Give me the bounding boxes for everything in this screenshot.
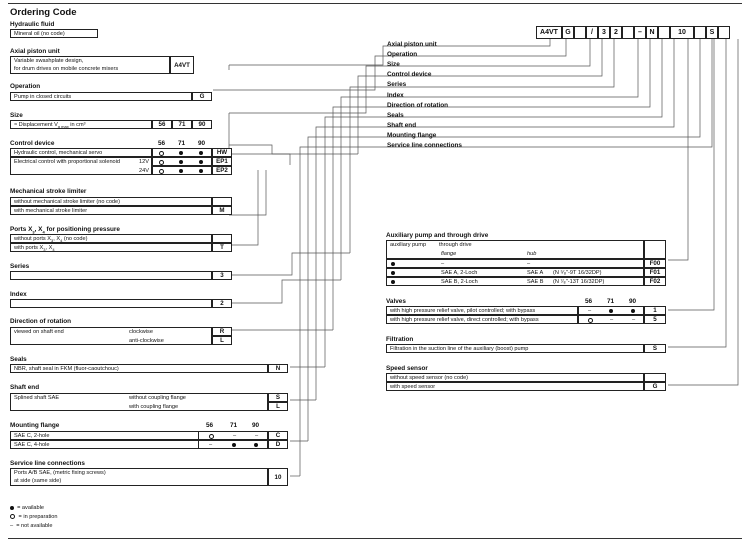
- flange-row1-text: SAE C, 2-hole: [14, 433, 50, 439]
- control-row2-text: Electrical control with proportional solenoid: [14, 159, 121, 165]
- aux-header-code: [644, 240, 666, 259]
- valves-col-90: 90: [629, 298, 637, 305]
- mech-limiter-title: Mechanical stroke limiter: [10, 188, 87, 195]
- size-90: 90: [192, 120, 212, 129]
- aux-f01-hub: SAE A: [527, 270, 544, 276]
- size-box: [10, 120, 152, 129]
- valves-row1: [386, 306, 578, 315]
- index-title: Index: [10, 291, 27, 298]
- aux-code-f00: F00: [644, 259, 666, 268]
- filtration-code: S: [644, 344, 666, 353]
- bottom-rule: [8, 538, 742, 539]
- legend-preparation: = in preparation: [10, 514, 58, 520]
- ports-row2: [10, 243, 212, 252]
- mech-limiter-row1-text: without mechanical stroke limiter (no code): [14, 199, 121, 205]
- dot-icon: [391, 280, 395, 284]
- control-row2a-marks: [152, 157, 212, 166]
- aux-header-flange: flange: [441, 251, 457, 257]
- right-label: Operation: [387, 51, 418, 59]
- dot-icon: [391, 271, 395, 275]
- seals-code: N: [268, 364, 288, 373]
- aux-row-f00: [386, 259, 644, 268]
- speed-sensor-row1-text: without speed sensor (no code): [390, 375, 469, 381]
- dot-icon: [179, 151, 183, 155]
- aux-f01-flange: SAE A, 2-Loch: [441, 270, 478, 276]
- hydraulic-fluid-text: Mineral oil (no code): [14, 31, 65, 37]
- dash-mark: –: [610, 317, 614, 323]
- code-cell: 2: [610, 26, 622, 39]
- right-label: Service line connections: [387, 142, 462, 149]
- hydraulic-fluid-title: Hydraulic fluid: [10, 21, 55, 28]
- shaft-end-r1: without coupling flange: [129, 395, 186, 401]
- aux-f02-hub: SAE B: [527, 279, 544, 285]
- aux-row-f02: [386, 277, 644, 286]
- right-label: Direction of rotation: [387, 101, 449, 109]
- seals-box: [10, 364, 268, 373]
- axial-piston-unit-title: Axial piston unit: [10, 48, 60, 55]
- mounting-flange-title: Mounting flange: [10, 422, 60, 429]
- code-cell: 3: [598, 26, 610, 39]
- right-label: Series: [387, 81, 407, 89]
- aux-f00-flange: –: [441, 261, 445, 267]
- service-line-line1: Ports A/B SAE, (metric fixing screws): [14, 470, 106, 476]
- control-code-ep1: EP1: [212, 157, 232, 166]
- operation-box: [10, 92, 192, 101]
- control-row1-marks: [152, 148, 212, 157]
- control-row1-text: Hydraulic control, mechanical servo: [14, 150, 103, 156]
- size-56: 56: [152, 120, 172, 129]
- code-cell: A4VT: [536, 26, 562, 39]
- aux-header-pump: auxiliary pump: [390, 242, 427, 248]
- service-line-code: 10: [268, 468, 288, 486]
- mech-limiter-code: M: [212, 206, 232, 215]
- operation-title: Operation: [10, 83, 41, 90]
- page-title: Ordering Code: [10, 7, 77, 18]
- dash-mark: –: [255, 433, 259, 439]
- dot-icon: [10, 506, 14, 510]
- speed-sensor-row2-text: with speed sensor: [390, 384, 436, 390]
- aux-row-f01: [386, 268, 644, 277]
- valves-row2: [386, 315, 578, 324]
- right-label: Size: [387, 61, 400, 69]
- index-code: 2: [212, 299, 232, 308]
- shaft-end-r2: with coupling flange: [129, 404, 179, 410]
- dash-mark: –: [632, 317, 636, 323]
- circle-icon: [10, 514, 15, 519]
- ports-title: Ports $X_3$, $X_4$ for positioning pressure: [10, 226, 120, 235]
- valves-row1-text: with high pressure relief valve, pilot controlled; with bypass: [390, 308, 536, 314]
- aux-header-drive: through drive: [439, 242, 472, 248]
- rotation-code-l: L: [212, 336, 232, 345]
- rotation-anticlockwise: anti-clockwise: [129, 338, 164, 344]
- mech-limiter-row2: [10, 206, 212, 215]
- shaft-end-code-l: L: [268, 402, 288, 411]
- axial-piston-code: A4VT: [170, 56, 194, 74]
- right-label: Control device: [387, 71, 432, 79]
- size-71: 71: [172, 120, 192, 129]
- aux-code-f02: F02: [644, 277, 666, 286]
- dot-icon: [254, 443, 258, 447]
- valves-col-56: 56: [585, 298, 593, 305]
- shaft-end-box: [10, 393, 268, 411]
- series-title: Series: [10, 263, 30, 270]
- speed-sensor-code: G: [644, 382, 666, 391]
- operation-code: G: [192, 92, 212, 101]
- aux-pump-title: Auxiliary pump and through drive: [386, 232, 489, 239]
- service-line-line2: at side (same side): [14, 478, 62, 484]
- speed-sensor-row2: [386, 382, 644, 391]
- right-label: Seals: [387, 111, 404, 119]
- flange-col-90: 90: [252, 422, 260, 429]
- axial-piston-line1: Variable swashplate design,: [14, 58, 84, 64]
- aux-pump-header: [386, 240, 644, 259]
- ports-empty: [212, 234, 232, 243]
- control-code-hw: HW: [212, 148, 232, 157]
- shaft-end-text: Splined shaft SAE: [14, 395, 60, 401]
- dot-icon: [199, 160, 203, 164]
- valves-code-5: 5: [644, 315, 666, 324]
- right-label: Shaft end: [387, 121, 417, 129]
- circle-icon: [159, 160, 164, 165]
- dot-icon: [631, 309, 635, 313]
- code-cell: N: [646, 26, 658, 39]
- code-cell: 10: [670, 26, 694, 39]
- circle-icon: [209, 434, 214, 439]
- flange-row1: [10, 431, 208, 440]
- speed-sensor-empty: [644, 373, 666, 382]
- filtration-box: [386, 344, 644, 353]
- hydraulic-fluid-box: [10, 29, 98, 38]
- ports-code: T: [212, 243, 232, 252]
- rotation-code-r: R: [212, 327, 232, 336]
- rotation-box: [10, 327, 212, 345]
- aux-code-f01: F01: [644, 268, 666, 277]
- flange-row2-text: SAE C, 4-hole: [14, 442, 50, 448]
- axial-piston-unit-box: [10, 56, 170, 74]
- dot-icon: [391, 262, 395, 266]
- filtration-title: Filtration: [386, 336, 414, 343]
- flange-col-71: 71: [230, 422, 238, 429]
- dash-mark: –: [209, 442, 213, 448]
- flange-row2: [10, 440, 208, 449]
- code-cell: S: [706, 26, 718, 39]
- dot-icon: [609, 309, 613, 313]
- code-cell: G: [562, 26, 574, 39]
- flange-col-56: 56: [206, 422, 214, 429]
- size-text: ≈ Displacement $V_{g max}$ in cm³: [14, 122, 86, 130]
- valves-row2-text: with high pressure relief valve, direct controlled; with bypass: [390, 317, 539, 323]
- control-24v: 24V: [139, 168, 149, 174]
- size-title: Size: [10, 112, 23, 119]
- control-col-90: 90: [198, 140, 206, 147]
- dash-mark: –: [588, 308, 592, 314]
- valves-col-71: 71: [607, 298, 615, 305]
- dot-icon: [199, 151, 203, 155]
- aux-f01-thread: (N ⁵⁄₈"-9T 16/32DP): [553, 270, 602, 276]
- shaft-end-title: Shaft end: [10, 384, 40, 391]
- control-col-56: 56: [158, 140, 166, 147]
- code-cell: –: [634, 26, 646, 39]
- valves-row2-marks: [578, 315, 644, 324]
- dot-icon: [179, 160, 183, 164]
- rotation-title: Direction of rotation: [10, 318, 72, 325]
- operation-text: Pump in closed circuits: [14, 94, 72, 100]
- dot-icon: [232, 443, 236, 447]
- right-label: Index: [387, 91, 404, 99]
- legend-not-available: – = not available: [10, 523, 53, 529]
- control-row2b-marks: [152, 166, 212, 175]
- speed-sensor-row1: [386, 373, 644, 382]
- control-col-71: 71: [178, 140, 186, 147]
- dash-mark: –: [233, 433, 237, 439]
- seals-text: NBR, shaft seal in FKM (fluor-caoutchouc): [14, 366, 119, 372]
- circle-icon: [159, 151, 164, 156]
- aux-header-hub: hub: [527, 251, 537, 257]
- circle-icon: [159, 169, 164, 174]
- valves-code-1: 1: [644, 306, 666, 315]
- flange-code-c: C: [268, 431, 288, 440]
- series-code: 3: [212, 271, 232, 280]
- flange-row1-marks: [198, 431, 268, 440]
- aux-f00-hub: –: [527, 261, 531, 267]
- ports-row2-text: with ports $X_3$, $X_4$: [14, 245, 55, 253]
- control-12v: 12V: [139, 159, 149, 165]
- axial-piston-line2: for drum drives on mobile concrete mixers: [14, 66, 119, 72]
- ports-row1-text: without ports $X_3$, $X_4$ (no code): [14, 236, 88, 244]
- flange-code-d: D: [268, 440, 288, 449]
- speed-sensor-title: Speed sensor: [386, 365, 428, 372]
- mech-limiter-row2-text: with mechanical stroke limiter: [14, 208, 88, 214]
- shaft-end-code-s: S: [268, 393, 288, 402]
- index-box: [10, 299, 212, 308]
- flange-row2-marks: [198, 440, 268, 449]
- control-row2: [10, 157, 152, 175]
- rotation-clockwise: clockwise: [129, 329, 153, 335]
- filtration-text: Filtration in the suction line of the auxiliary (boost) pump: [390, 346, 529, 352]
- legend-available: = available: [10, 505, 44, 511]
- service-line-title: Service line connections: [10, 460, 85, 467]
- code-cell: /: [586, 26, 598, 39]
- seals-title: Seals: [10, 356, 27, 363]
- rotation-text: viewed on shaft end: [14, 329, 64, 335]
- right-label: Mounting flange: [387, 131, 437, 139]
- aux-f02-flange: SAE B, 2-Loch: [441, 279, 478, 285]
- ports-row1: [10, 234, 212, 243]
- series-box: [10, 271, 212, 280]
- control-row1: [10, 148, 152, 157]
- aux-f02-thread: (N ⁷⁄₈"-13T 16/32DP): [553, 279, 605, 285]
- service-line-box: [10, 468, 268, 486]
- control-device-title: Control device: [10, 140, 55, 147]
- right-label: Axial piston unit: [387, 41, 437, 48]
- mech-limiter-row1: [10, 197, 212, 206]
- valves-row1-marks: [578, 306, 644, 315]
- control-code-ep2: EP2: [212, 166, 232, 175]
- dot-icon: [179, 169, 183, 173]
- valves-title: Valves: [386, 298, 406, 305]
- mech-limiter-empty: [212, 197, 232, 206]
- dot-icon: [199, 169, 203, 173]
- circle-icon: [588, 318, 593, 323]
